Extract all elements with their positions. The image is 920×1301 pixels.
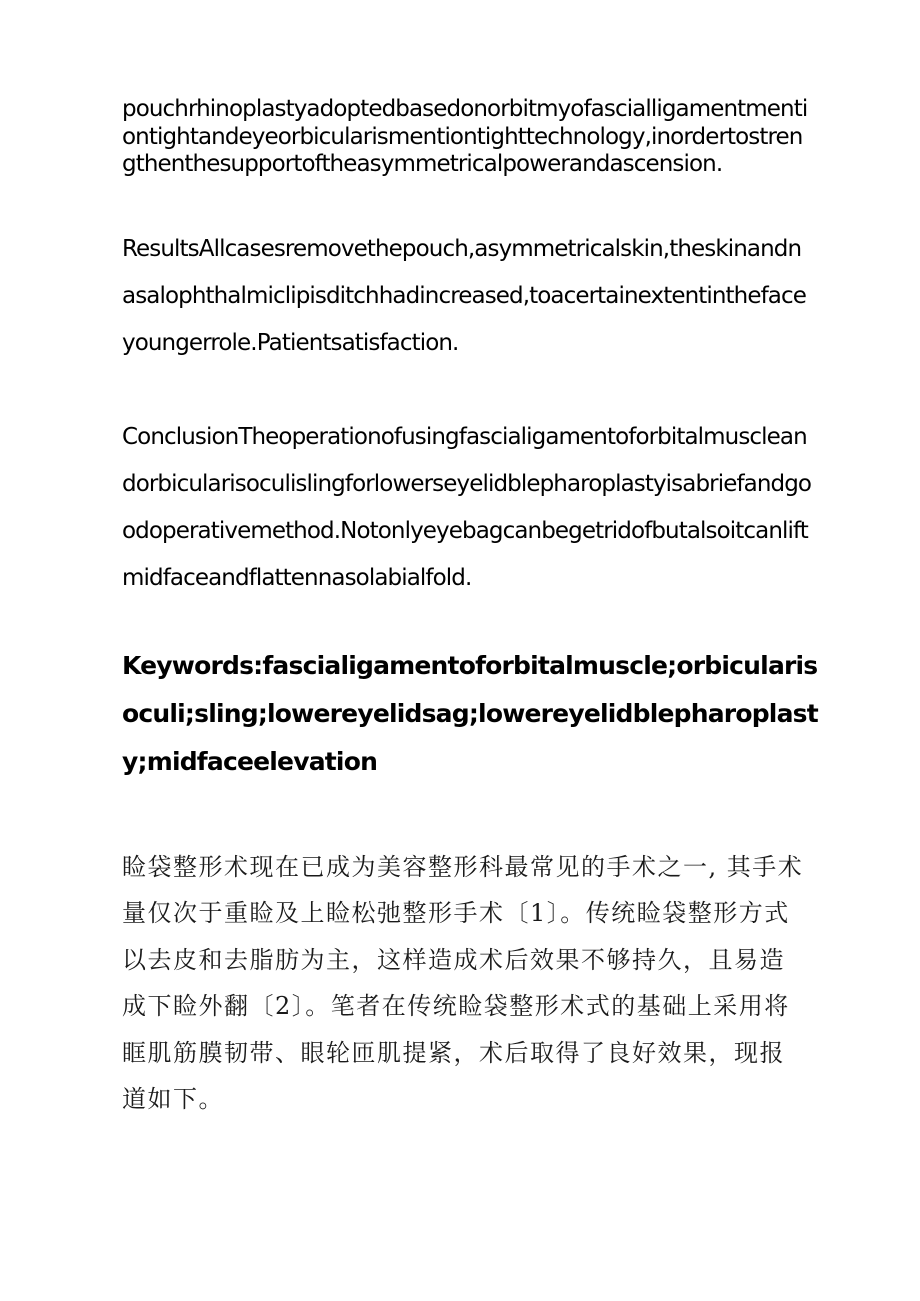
paragraph-spacer [122, 179, 812, 226]
conclusion-paragraph: ConclusionTheoperationofusingfascialigamentoforbitalmuscleandorbicularisoculislingforlowerseyelidblepharoplastyisabriefandgoodoperativemethod.Notonlyeyebagcanbegetridofbutalsoitcanliftmidfaceandflattennasolabialfold. [122, 423, 812, 591]
paragraph-spacer [122, 367, 812, 414]
paragraph-spacer [122, 602, 812, 642]
paragraph-spacer [122, 786, 812, 844]
results-paragraph: ResultsAllcasesremovethepouch,asymmetricalskin,theskinandnasalophthalmiclipisditchhadincreased,toacertainextentinthefaceyoungerrole.Patientsatisfaction. [122, 235, 806, 356]
document-page [122, 96, 818, 1123]
methods-paragraph-tail: pouchrhinoplastyadoptedbasedonorbitmyofascialligamentmentiontightandeyeorbicularismentiontighttechnology,inordertostrengthenthesupportoftheasymmetricalpowerandascension. [122, 96, 808, 177]
keywords-paragraph: Keywords:fascialigamentoforbitalmuscle;orbicularisoculi;sling;lowereyelidsag;lowereyelidblepharoplasty;midfaceelevation [122, 650, 818, 776]
introduction-paragraph-cn: 睑袋整形术现在已成为美容整形科最常见的手术之一, 其手术量仅次于重睑及上睑松弛整形手术〔1〕。传统睑袋整形方式以去皮和去脂肪为主，这样造成术后效果不够持久，且易造成下睑外翻〔2〕。笔者在传统睑袋整形术式的基础上采用将眶肌筋膜韧带、眼轮匝肌提紧，术后取得了良好效果，现报道如下。 [122, 852, 804, 1113]
